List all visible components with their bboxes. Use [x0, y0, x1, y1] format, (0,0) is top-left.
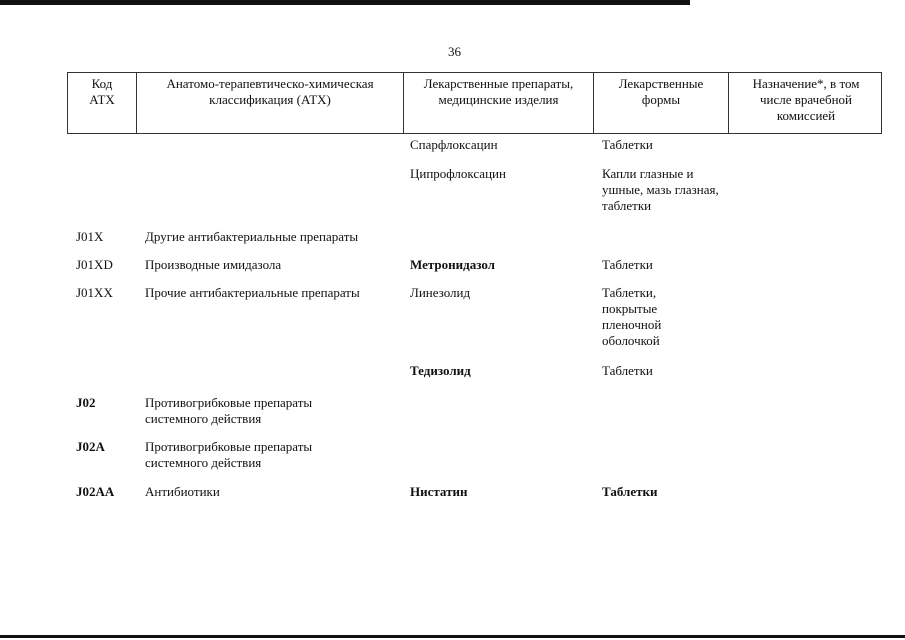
row-7-code: J02A: [76, 439, 105, 454]
row-8-drug: Нистатин: [410, 484, 468, 499]
row-4-classification: Прочие антибактериальные препараты: [145, 285, 360, 300]
row-3-form: Таблетки: [602, 257, 653, 272]
header-purpose: Назначение*, в том числе врачебной комиссией: [728, 73, 883, 133]
top-rule: [0, 0, 690, 5]
row-6-code: J02: [76, 395, 96, 410]
header-forms: Лекарственные формы: [593, 73, 728, 133]
row-3-code: J01XD: [76, 257, 113, 272]
header-classification: Анатомо-терапевтическо-химическая классификация (АТХ): [136, 73, 403, 133]
row-5-drug: Тедизолид: [410, 363, 471, 378]
row-2-code: J01X: [76, 229, 104, 244]
row-7-classification: Противогрибковые препараты системного действия: [145, 439, 313, 470]
row-3-drug: Метронидазол: [410, 257, 495, 272]
row-3-classification: Производные имидазола: [145, 257, 282, 272]
row-1-drug: Ципрофлоксацин: [410, 166, 506, 181]
page-number: 36: [448, 44, 461, 59]
row-1-form: Капли глазные и ушные, мазь глазная, таблетки: [602, 166, 719, 213]
row-4-drug: Линезолид: [410, 285, 471, 300]
row-0-drug: Спарфлоксацин: [410, 137, 498, 152]
table-header: [67, 72, 882, 134]
header-code: Код АТХ: [89, 76, 115, 107]
row-5-form: Таблетки: [602, 363, 653, 378]
row-6-classification: Противогрибковые препараты системного действия: [145, 395, 313, 426]
row-4-form: Таблетки, покрытые пленочной оболочкой: [602, 285, 662, 348]
header-drugs: Лекарственные препараты, медицинские изделия: [403, 73, 593, 133]
row-0-form: Таблетки: [602, 137, 653, 152]
row-8-classification: Антибиотики: [145, 484, 220, 499]
row-8-form: Таблетки: [602, 484, 658, 499]
bottom-rule: [0, 635, 905, 638]
row-8-code: J02AA: [76, 484, 115, 499]
row-4-code: J01XX: [76, 285, 113, 300]
row-2-classification: Другие антибактериальные препараты: [145, 229, 359, 244]
